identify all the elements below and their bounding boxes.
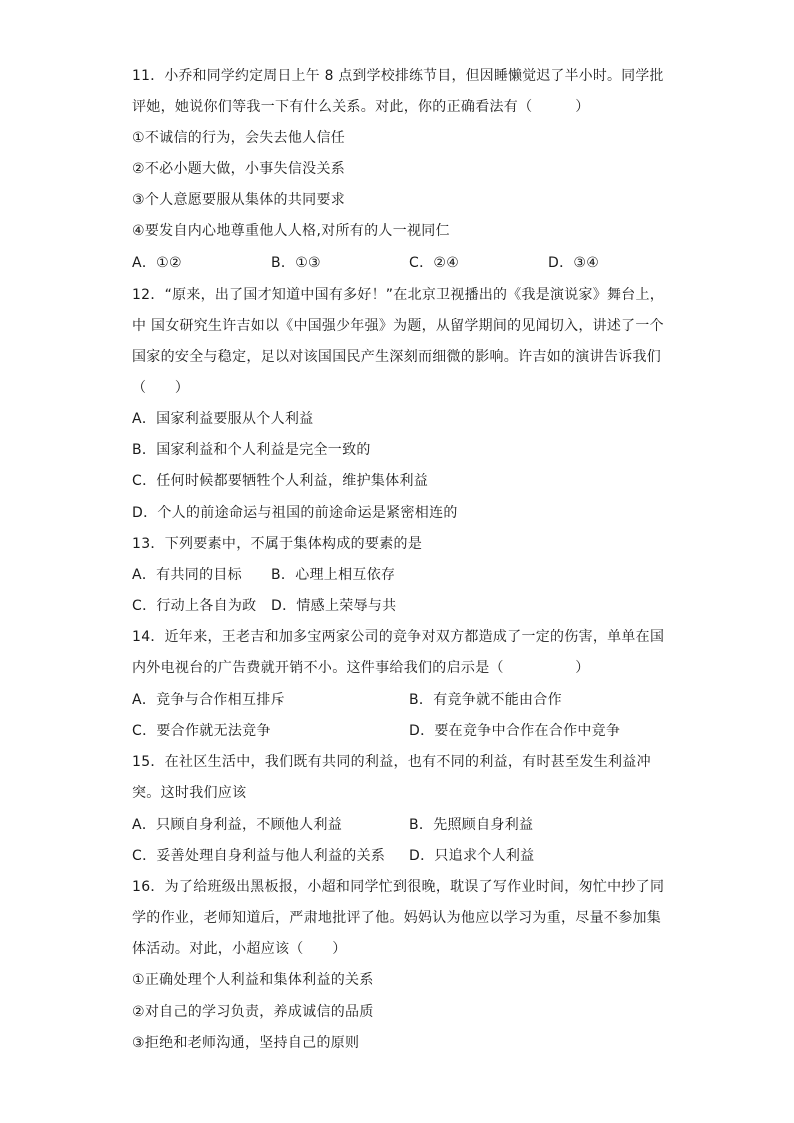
- question-text-line: 学的作业，老师知道后，严肃地批评了他。妈妈认为他应以学习为重，尽量不参加集: [132, 910, 662, 926]
- question-text-line: 16．为了给班级出黑板报，小超和同学忙到很晚，耽误了写作业时间，匆忙中抄了同: [132, 879, 665, 895]
- option-a: A．只顾自身利益，不顾他人利益: [132, 817, 343, 833]
- question-text-line: 国家的安全与稳定，足以对该国国民产生深刻而细微的影响。许吉如的演讲告诉我们: [132, 349, 662, 365]
- question-text-line: 12．“原来，出了国才知道中国有多好！”在北京卫视播出的《我是演说家》舞台上，: [132, 287, 665, 303]
- question-text-line: 内外电视台的广告费就开销不小。这件事给我们的启示是（ ）: [132, 660, 590, 676]
- question-text-line: 中 国女研究生许吉如以《中国强少年强》为题，从留学期间的见闻切入，讲述了一个: [132, 318, 664, 334]
- option-b: B．先照顾自身利益: [409, 817, 534, 833]
- option-d: D．③④: [548, 255, 600, 271]
- question-text-line: 13．下列要素中，不属于集体构成的要素的是: [132, 536, 423, 552]
- option-b: B．心理上相互依存: [271, 567, 396, 583]
- statement: ④要发自内心地尊重他人人格,对所有的人一视同仁: [132, 223, 450, 239]
- question-text-line: 14．近年来，王老吉和加多宝两家公司的竞争对双方都造成了一定的伤害，单单在国: [132, 629, 665, 645]
- statement: ②对自己的学习负责，养成诚信的品质: [132, 1004, 374, 1020]
- question-text-line: 体活动。对此，小超应该（ ）: [132, 941, 347, 957]
- option-a: A．国家利益要服从个人利益: [132, 411, 314, 427]
- option-b: B．国家利益和个人利益是完全一致的: [132, 442, 371, 458]
- question-text-line: 11．小乔和同学约定周日上午 8 点到学校排练节目，但因睡懒觉迟了半小时。同学批: [132, 68, 664, 84]
- option-c: C．②④: [409, 255, 460, 271]
- option-c: C．妥善处理自身利益与他人利益的关系: [132, 848, 386, 864]
- question-text-line: 突。这时我们应该: [132, 785, 247, 801]
- question-text-line: （ ）: [132, 380, 190, 396]
- option-c: C．行动上各自为政: [132, 598, 257, 614]
- option-b: B．①③: [271, 255, 321, 271]
- option-c: C．任何时候都要牺牲个人利益，维护集体利益: [132, 473, 429, 489]
- option-b: B．有竞争就不能由合作: [409, 692, 562, 708]
- statement: ③个人意愿要服从集体的共同要求: [132, 192, 346, 208]
- option-a: A．竞争与合作相互排斥: [132, 692, 285, 708]
- option-c: C．要合作就无法竞争: [132, 723, 271, 739]
- statement: ①不诚信的行为，会失去他人信任: [132, 130, 346, 146]
- statement: ①正确处理个人利益和集体利益的关系: [132, 972, 374, 988]
- question-text-line: 15．在社区生活中，我们既有共同的利益，也有不同的利益，有时甚至发生利益冲: [132, 754, 651, 770]
- option-a: A．①②: [132, 255, 182, 271]
- option-d: D．要在竞争中合作在合作中竞争: [409, 723, 621, 739]
- option-d: D．情感上荣辱与共: [271, 598, 397, 614]
- statement: ③拒绝和老师沟通，坚持自己的原则: [132, 1035, 360, 1051]
- statement: ②不必小题大做，小事失信没关系: [132, 161, 346, 177]
- question-text-line: 评她，她说你们等我一下有什么关系。对此，你的正确看法有（ ）: [132, 99, 590, 115]
- option-a: A．有共同的目标: [132, 567, 242, 583]
- option-d: D．只追求个人利益: [409, 848, 535, 864]
- option-d: D．个人的前途命运与祖国的前途命运是紧密相连的: [132, 505, 458, 521]
